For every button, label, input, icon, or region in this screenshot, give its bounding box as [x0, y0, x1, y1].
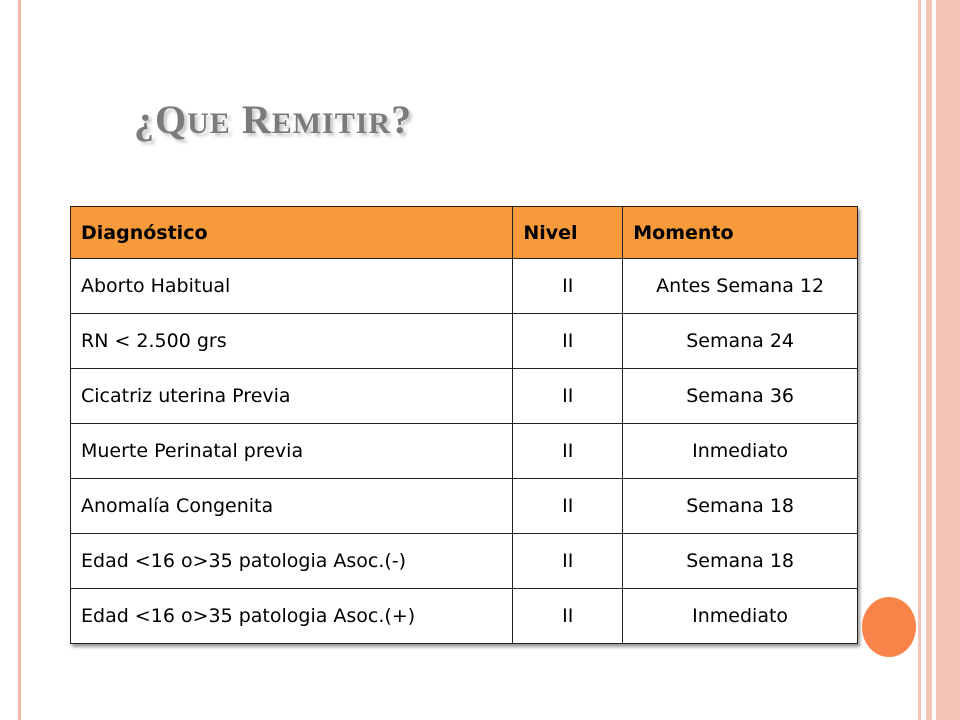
cell-nivel: II: [513, 424, 623, 479]
title-prefix: ¿: [134, 97, 155, 142]
table-row: [71, 534, 858, 589]
cell-diagnostico: Muerte Perinatal previa: [71, 424, 513, 479]
title-r: R: [241, 97, 272, 142]
table-row: [71, 589, 858, 644]
cell-momento: Semana 24: [623, 314, 858, 369]
table-row: [71, 369, 858, 424]
table-row: [71, 479, 858, 534]
cell-diagnostico: Edad <16 o>35 patologia Asoc.(-): [71, 534, 513, 589]
cell-momento: Inmediato: [623, 589, 858, 644]
slide-title: [134, 96, 412, 143]
cell-nivel: II: [513, 314, 623, 369]
header-diagnostico: Diagnóstico: [71, 207, 513, 259]
cell-diagnostico: Cicatriz uterina Previa: [71, 369, 513, 424]
right-frame-band-1: [918, 0, 921, 720]
title-suffix: ?: [391, 97, 413, 142]
table-row: [71, 314, 858, 369]
title-emitir: EMITIR: [271, 107, 392, 140]
cell-nivel: II: [513, 259, 623, 314]
cell-momento: Antes Semana 12: [623, 259, 858, 314]
cell-nivel: II: [513, 369, 623, 424]
cell-diagnostico: Aborto Habitual: [71, 259, 513, 314]
cell-nivel: II: [513, 479, 623, 534]
header-nivel: Nivel: [513, 207, 623, 259]
cell-momento: Semana 36: [623, 369, 858, 424]
title-ue: UE: [187, 107, 231, 140]
table-row: [71, 259, 858, 314]
left-frame-border: [0, 0, 21, 720]
cell-momento: Inmediato: [623, 424, 858, 479]
decorative-orange-circle: [862, 597, 916, 657]
cell-diagnostico: Edad <16 o>35 patologia Asoc.(+): [71, 589, 513, 644]
cell-momento: Semana 18: [623, 534, 858, 589]
cell-diagnostico: RN < 2.500 grs: [71, 314, 513, 369]
referral-table: [70, 206, 858, 644]
header-momento: Momento: [623, 207, 858, 259]
cell-nivel: II: [513, 534, 623, 589]
right-frame-band-3: [936, 0, 960, 720]
right-frame-band-2: [926, 0, 932, 720]
cell-momento: Semana 18: [623, 479, 858, 534]
cell-diagnostico: Anomalía Congenita: [71, 479, 513, 534]
title-q: Q: [155, 97, 188, 142]
cell-nivel: II: [513, 589, 623, 644]
table-row: [71, 424, 858, 479]
table-header-row: [71, 207, 858, 259]
